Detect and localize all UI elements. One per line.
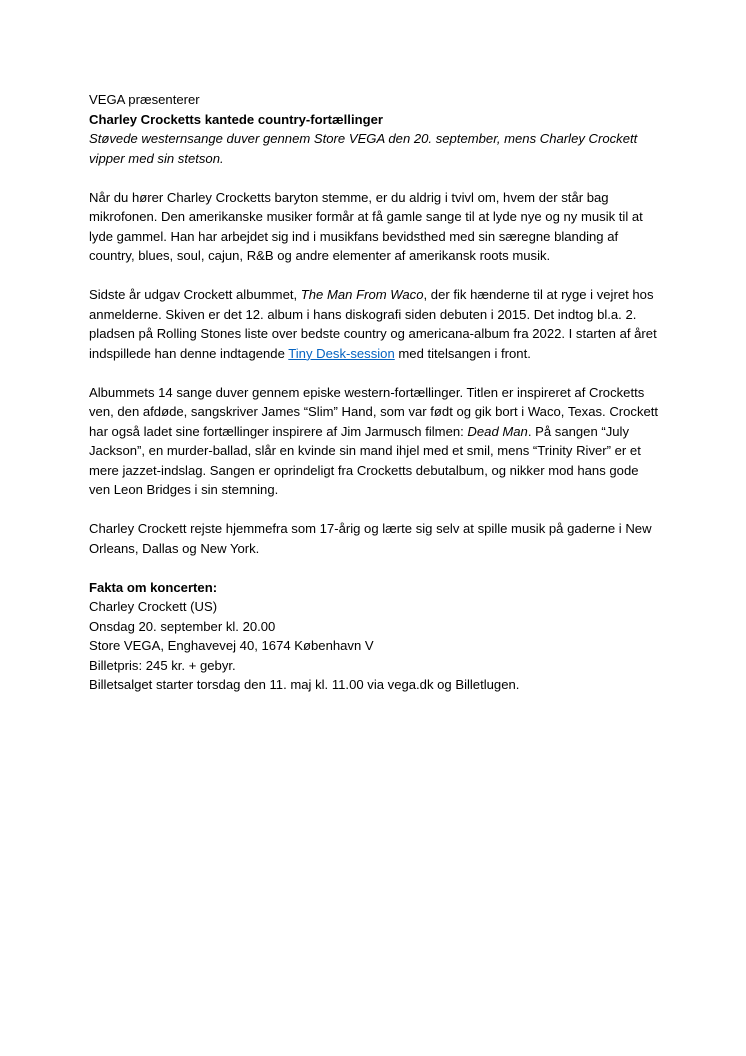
songs-text-start: Albummets 14 sange duver gennem episke western-fortællinger. Titlen er inspireret af Crocketts ven, den afdøde, sangskriver James “Slim” Hand, som var født og gik bort i Waco, Texas. Crockett har også ladet sine fortællinger inspirere af Jim Jarmusch filmen: xyxy=(89,384,659,439)
paragraph-intro: Når du hører Charley Crocketts baryton stemme, er du aldrig i tvivl om, hvem der står bag mikrofonen. Den amerikanske musiker formår at få gamle sange til at lyde nye og ny musik til at lyde gammel. Han har arbejdet sig ind i musikfans bevidsthed med sin særegne blanding af country, blues, soul, cajun, R&B og andre elementer af amerikansk roots musik. xyxy=(89,189,643,263)
paragraph-spacer xyxy=(89,558,659,578)
article-subtitle: Støvede westernsange duver gennem Store VEGA den 20. september, mens Charley Crockett vipper med sin stetson. xyxy=(89,131,638,166)
paragraph-spacer xyxy=(89,500,659,520)
album-text-end: med titelsangen i front. xyxy=(394,345,531,361)
document-page xyxy=(89,90,659,695)
fact-artist: Charley Crockett (US) xyxy=(89,599,218,614)
tiny-desk-link[interactable]: Tiny Desk-session xyxy=(288,345,395,361)
paragraph-songs xyxy=(89,383,659,500)
album-text-middle: , der fik hænderne til at ryge i vejret hos anmelderne. Skiven er det 12. album i hans diskografi siden debuten i 2015. Det indtog bl.a. 2. pladsen på Rolling Stones liste over bedste country og americana-album fra 2022. I starten af året indspillede han denne indtagende xyxy=(89,287,657,361)
fact-price: Billetpris: 245 kr. + gebyr. xyxy=(89,657,236,673)
facts-heading: Fakta om koncerten: xyxy=(89,579,218,595)
facts-section xyxy=(89,578,659,695)
paragraph-spacer xyxy=(89,363,659,383)
article-title: Charley Crocketts kantede country-fortællinger xyxy=(89,111,383,127)
album-title: The Man From Waco xyxy=(300,287,424,302)
paragraph-spacer xyxy=(89,266,659,286)
songs-text-end: . På sangen “July Jackson”, en murder-ballad, slår en kvinde sin mand ihjel med et smil, mens “Trinity River” er et mere jazzet-indslag. Sangen er oprindeligt fra Crocketts debutalbum, og nikker mod hans gode ven Leon Bridges i sin stemning. xyxy=(89,423,641,497)
fact-ticket-sale: Billetsalget starter torsdag den 11. maj kl. 11.00 via vega.dk og Billetlugen. xyxy=(89,677,520,692)
album-text-start: Sidste år udgav Crockett albummet, xyxy=(89,287,301,302)
presenter-line: VEGA præsenterer xyxy=(89,92,200,107)
fact-date: Onsdag 20. september kl. 20.00 xyxy=(89,618,276,634)
paragraph-album xyxy=(89,285,659,363)
paragraph-background: Charley Crockett rejste hjemmefra som 17-årig og lærte sig selv at spille musik på gaderne i New Orleans, Dallas og New York. xyxy=(89,521,652,556)
film-title: Dead Man xyxy=(467,423,528,439)
fact-venue: Store VEGA, Enghavevej 40, 1674 København V xyxy=(89,638,374,653)
paragraph-spacer xyxy=(89,168,659,188)
